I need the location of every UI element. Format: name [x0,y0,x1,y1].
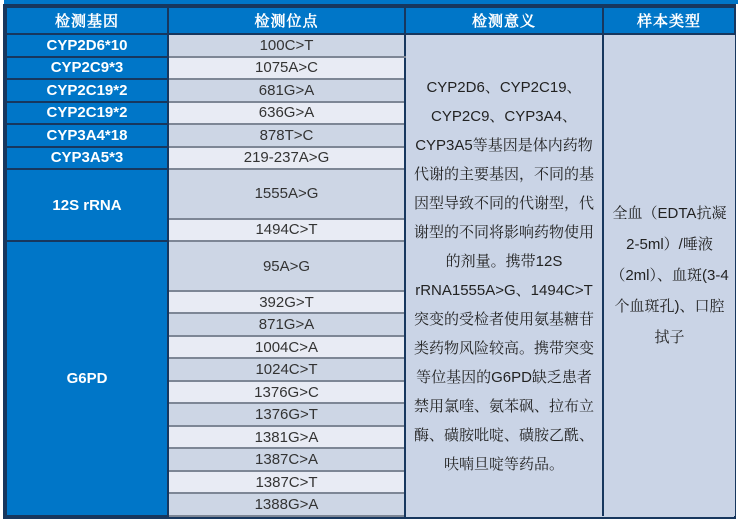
site-cell: 95A>G [168,241,405,291]
site-cell: 1388G>A [168,493,405,516]
site-cell: 1376G>T [168,403,405,426]
site-cell: 100C>T [168,34,405,57]
column-header-site: 检测位点 [168,7,405,34]
site-cell: 1075A>C [168,57,405,80]
table-row [6,34,735,57]
site-cell: 1381G>A [168,426,405,449]
site-cell: 878T>C [168,124,405,147]
site-cell: 871G>A [168,313,405,336]
gene-cell: CYP2C19*2 [6,102,168,125]
gene-cell: CYP2C9*3 [6,57,168,80]
site-cell: 1024C>T [168,358,405,381]
gene-cell: CYP2C19*2 [6,79,168,102]
site-cell: 1494C>T [168,219,405,242]
site-cell: 219-237A>G [168,147,405,170]
site-cell: 681G>A [168,79,405,102]
site-cell: 1387C>A [168,448,405,471]
site-cell: 1376G>C [168,381,405,404]
gene-cell: CYP3A4*18 [6,124,168,147]
gene-cell: 12S rRNA [6,169,168,241]
site-cell: 1004C>A [168,336,405,359]
gene-cell: CYP3A5*3 [6,147,168,170]
site-cell: 1387C>T [168,471,405,494]
column-header-significance: 检测意义 [405,7,603,34]
site-cell: 1555A>G [168,169,405,219]
gene-cell: G6PD [6,241,168,516]
gene-test-table-grid [5,6,736,517]
significance-cell: CYP2D6、CYP2C19、CYP2C9、CYP3A4、CYP3A5等基因是体内药物代谢的主要基因，不同的基因型导致不同的代谢型，代谢型的不同将影响药物使用的剂量。携带12S rRNA1555A>G、1494C>T突变的受检者使用氨基糖苷类药物风险较高。携带突变等位基因的G6PD缺乏患者禁用氯喹、氨苯砜、拉布立酶、磺胺吡啶、磺胺乙酰、呋喃旦啶等药品。 [405,34,603,516]
header-row [6,7,735,34]
gene-test-table [3,4,736,519]
column-header-sample-type: 样本类型 [603,7,735,34]
gene-cell: CYP2D6*10 [6,34,168,57]
column-header-gene: 检测基因 [6,7,168,34]
site-cell: 392G>T [168,291,405,314]
sample-type-cell: 全血（EDTA抗凝2-5ml）/唾液（2ml）、血斑(3-4个血斑孔)、口腔拭子 [603,34,735,516]
site-cell: 636G>A [168,102,405,125]
